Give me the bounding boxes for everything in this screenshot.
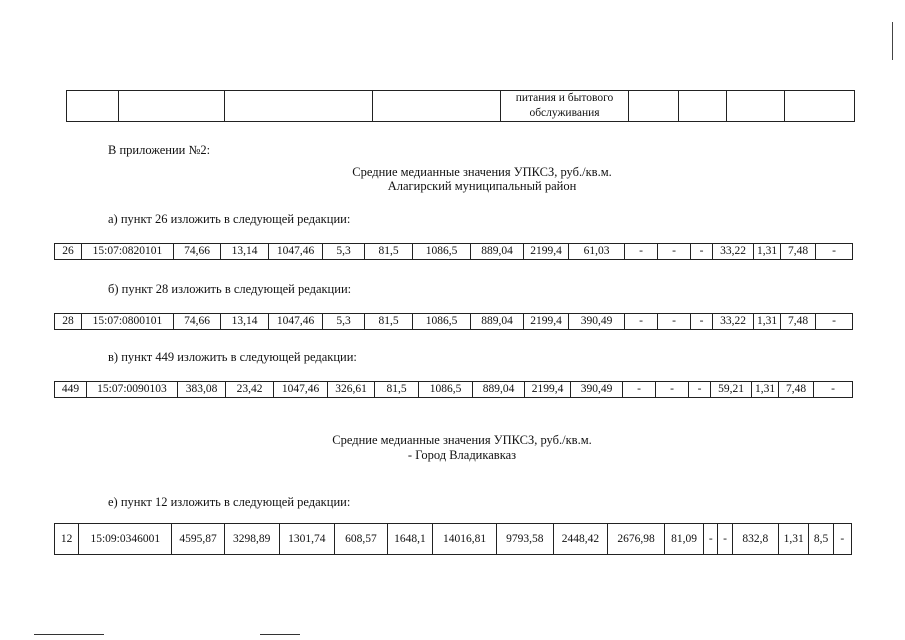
row-cell: 74,66: [174, 244, 221, 260]
instruction-item-449: в) пункт 449 изложить в следующей редакции:: [108, 350, 357, 364]
row-cell: 81,5: [365, 244, 413, 260]
row-cell: -: [833, 524, 851, 555]
footer-rule-mid: [260, 634, 300, 635]
row-cell: 383,08: [178, 382, 226, 398]
description-cell: [501, 91, 629, 122]
row-cell-number: 12: [55, 524, 79, 555]
row-cell-number: 28: [55, 314, 82, 330]
description-line-1: питания и бытового: [515, 92, 614, 104]
data-row-449: [54, 381, 853, 398]
top-continuation-table: [66, 90, 855, 122]
row-cell: 5,3: [323, 244, 365, 260]
row-cell-cadastral: 15:07:0820101: [82, 244, 174, 260]
row-cell: 81,5: [375, 382, 419, 398]
empty-cell: [679, 91, 727, 122]
row-cell: -: [704, 524, 718, 555]
row-cell: 2199,4: [524, 314, 569, 330]
row-cell: 14016,81: [433, 524, 497, 555]
row-cell: 1086,5: [419, 382, 473, 398]
row-cell: -: [658, 314, 691, 330]
row-cell: 889,04: [471, 314, 524, 330]
section-1-title: Средние медианные значения УПКСЗ, руб./кв.м.: [352, 165, 612, 179]
row-cell: 61,03: [569, 244, 625, 260]
row-cell-cadastral: 15:07:0800101: [82, 314, 174, 330]
row-cell: 13,14: [221, 244, 269, 260]
row-cell-cadastral: 15:07:0090103: [87, 382, 178, 398]
row-cell: -: [623, 382, 656, 398]
data-row-26: [54, 243, 853, 260]
row-cell: -: [816, 244, 853, 260]
row-cell: -: [691, 314, 713, 330]
row-cell: 390,49: [571, 382, 623, 398]
row-cell: 1301,74: [279, 524, 335, 555]
row-cell: 2676,98: [608, 524, 665, 555]
row-cell: 81,09: [664, 524, 703, 555]
row-cell-number: 449: [55, 382, 87, 398]
row-cell: -: [718, 524, 732, 555]
row-cell: -: [658, 244, 691, 260]
row-cell: 1086,5: [413, 314, 471, 330]
footer-rule-left: [34, 634, 104, 635]
row-cell: 2448,42: [553, 524, 608, 555]
row-cell: 889,04: [471, 244, 524, 260]
row-cell: -: [656, 382, 689, 398]
scan-edge-mark: [892, 22, 893, 60]
row-cell: 1047,46: [274, 382, 328, 398]
description-line-2: обслуживания: [529, 107, 600, 119]
empty-cell: [727, 91, 785, 122]
empty-cell: [629, 91, 679, 122]
row-cell: -: [625, 314, 658, 330]
row-cell: 1047,46: [269, 314, 323, 330]
row-cell: 33,22: [713, 244, 754, 260]
row-cell: 4595,87: [172, 524, 225, 555]
data-row-28: [54, 313, 853, 330]
row-cell: -: [691, 244, 713, 260]
row-cell: 326,61: [328, 382, 375, 398]
row-cell: 1,31: [779, 524, 809, 555]
row-cell: -: [814, 382, 853, 398]
section-2-title: Средние медианные значения УПКСЗ, руб./кв.м.: [332, 433, 592, 447]
row-cell: 59,21: [711, 382, 752, 398]
row-cell: -: [816, 314, 853, 330]
row-cell: 1,31: [754, 244, 781, 260]
section-1-subtitle: Алагирский муниципальный район: [387, 179, 577, 193]
row-cell: 889,04: [473, 382, 525, 398]
row-cell: 1047,46: [269, 244, 323, 260]
row-cell: 13,14: [221, 314, 269, 330]
row-cell: 7,48: [781, 244, 816, 260]
empty-cell: [785, 91, 855, 122]
row-cell: 3298,89: [224, 524, 279, 555]
row-cell: 23,42: [226, 382, 274, 398]
row-cell: 81,5: [365, 314, 413, 330]
instruction-item-12: е) пункт 12 изложить в следующей редакции:: [108, 495, 351, 509]
row-cell: 74,66: [174, 314, 221, 330]
row-cell: -: [689, 382, 711, 398]
row-cell-number: 26: [55, 244, 82, 260]
row-cell: 2199,4: [524, 244, 569, 260]
section-2-subtitle: - Город Владикавказ: [407, 448, 517, 462]
row-cell: 8,5: [809, 524, 833, 555]
empty-cell: [119, 91, 225, 122]
row-cell: 1,31: [754, 314, 781, 330]
row-cell: 7,48: [781, 314, 816, 330]
row-cell: -: [625, 244, 658, 260]
appendix-heading: В приложении №2:: [108, 143, 211, 157]
row-cell: 2199,4: [525, 382, 571, 398]
row-cell: 9793,58: [496, 524, 553, 555]
row-cell: 1648,1: [387, 524, 433, 555]
empty-cell: [373, 91, 501, 122]
row-cell-cadastral: 15:09:0346001: [79, 524, 172, 555]
instruction-item-26: а) пункт 26 изложить в следующей редакции:: [108, 212, 351, 226]
row-cell: 608,57: [335, 524, 388, 555]
empty-cell: [225, 91, 373, 122]
row-cell: 832,8: [732, 524, 779, 555]
row-cell: 1086,5: [413, 244, 471, 260]
data-row-12: [54, 523, 852, 555]
instruction-item-28: б) пункт 28 изложить в следующей редакции:: [108, 282, 352, 296]
row-cell: 7,48: [779, 382, 814, 398]
row-cell: 1,31: [752, 382, 779, 398]
empty-cell: [67, 91, 119, 122]
row-cell: 390,49: [569, 314, 625, 330]
row-cell: 5,3: [323, 314, 365, 330]
row-cell: 33,22: [713, 314, 754, 330]
